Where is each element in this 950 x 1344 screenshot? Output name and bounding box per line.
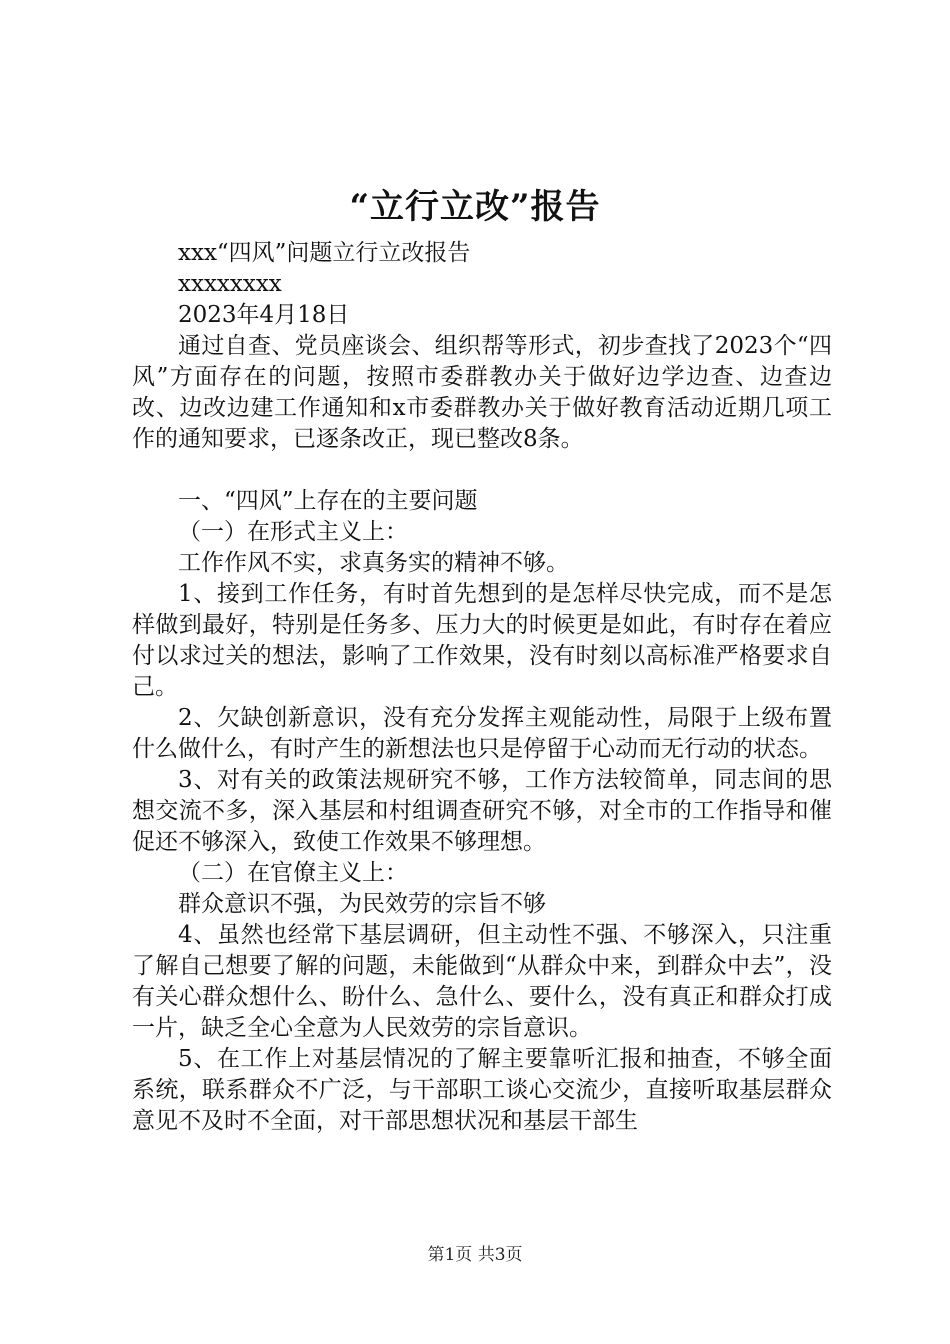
issue-paragraph: 5、在工作上对基层情况的了解主要靠听汇报和抽查，不够全面系统，联系群众不广泛，与干部职工谈心交流少，直接听取基层群众意见不及时不全面，对干部思想状况和基层干部生 — [132, 1046, 832, 1134]
page-number: 第1页 共3页 — [427, 1245, 523, 1265]
subsection-heading: （二）在官僚主义上： — [178, 860, 408, 886]
intro-paragraph: 通过自查、党员座谈会、组织帮等形式，初步查找了2023个“四风”方面存在的问题，按照市委群教办关于做好边学边查、边查边改、边改边建工作通知和x市委群教办关于做好教育活动近期几项工作的通知要求，已逐条改正，现已整改8条。 — [132, 333, 832, 452]
report-subtitle: xxx“四风”问题立行立改报告 — [178, 240, 471, 266]
document-body — [132, 238, 832, 1137]
document-title: “立行立改”报告 — [349, 187, 601, 227]
report-author: xxxxxxxx — [178, 271, 282, 297]
subsection-summary: 工作作风不实，求真务实的精神不够。 — [178, 550, 569, 576]
subsection-summary: 群众意识不强，为民效劳的宗旨不够 — [178, 891, 546, 917]
subsection-heading: （一）在形式主义上： — [178, 519, 408, 545]
issue-paragraph: 1、接到工作任务，有时首先想到的是怎样尽快完成，而不是怎样做到最好，特别是任务多、压力大的时候更是如此，有时存在着应付以求过关的想法，影响了工作效果，没有时刻以高标准严格要求自己。 — [132, 581, 832, 700]
section-heading: 一、“四风”上存在的主要问题 — [178, 488, 478, 514]
issue-paragraph: 2、欠缺创新意识，没有充分发挥主观能动性，局限于上级布置什么做什么，有时产生的新想法也只是停留于心动而无行动的状态。 — [132, 705, 832, 762]
report-date: 2023年4月18日 — [178, 302, 350, 328]
issue-paragraph: 4、虽然也经常下基层调研，但主动性不强、不够深入，只注重了解自己想要了解的问题，未能做到“从群众中来，到群众中去”，没有关心群众想什么、盼什么、急什么、要什么，没有真正和群众打成一片，缺乏全心全意为人民效劳的宗旨意识。 — [132, 922, 832, 1041]
issue-paragraph: 3、对有关的政策法规研究不够，工作方法较简单，同志间的思想交流不多，深入基层和村组调查研究不够，对全市的工作指导和催促还不够深入，致使工作效果不够理想。 — [132, 767, 832, 855]
